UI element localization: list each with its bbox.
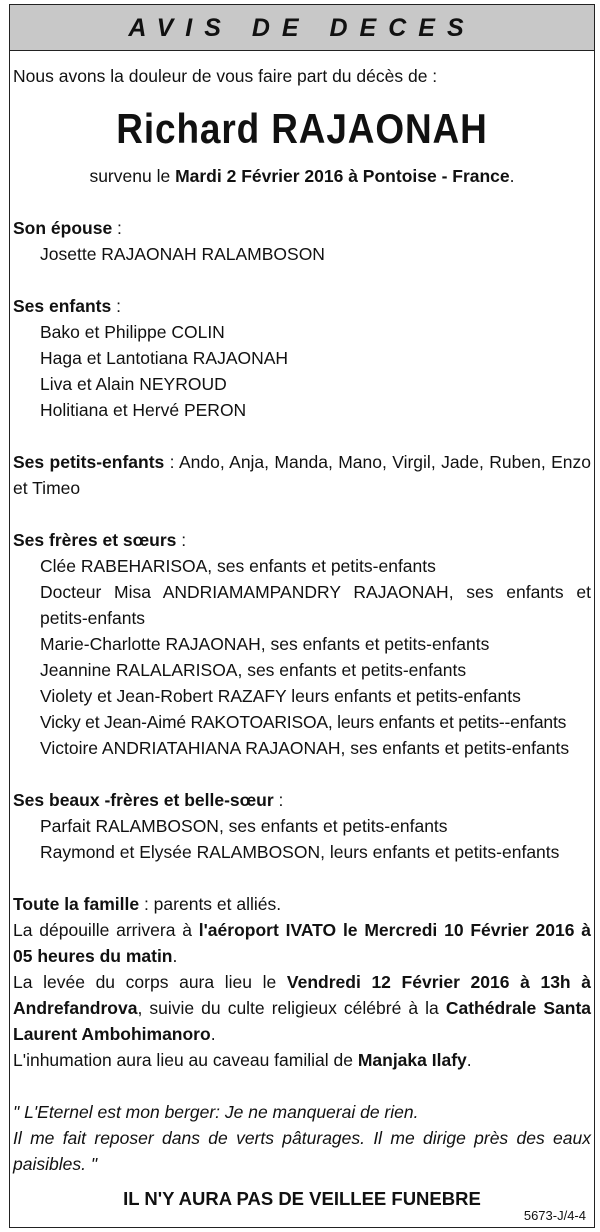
arrival-details: l'aéroport IVATO le Mercredi 10 Février 2016 à 05 heures du matin <box>13 920 591 966</box>
reference-code: 5673-J/4-4 <box>523 1208 586 1223</box>
ceremony-text: La levée du corps aura lieu le <box>13 972 287 992</box>
burial-end: . <box>466 1050 472 1070</box>
family-text: : parents et alliés. <box>139 894 282 914</box>
ceremony-text-2: , suivie du culte religieux célébré à la <box>137 998 446 1018</box>
siblings-section <box>13 527 591 761</box>
child-item: Haga et Lantotiana RAJAONAH <box>40 348 289 368</box>
sibling-item: Jeannine RALALARISOA, ses enfants et petits-enfants <box>40 660 467 680</box>
ceremony-end: . <box>210 1024 216 1044</box>
notice-body <box>13 63 591 1213</box>
death-prefix: survenu le <box>89 166 176 186</box>
burial-line <box>13 1047 591 1073</box>
sibling-item: Violety et Jean-Robert RAZAFY leurs enfants et petits-enfants <box>40 686 521 706</box>
siblings-heading <box>13 527 591 553</box>
family-title: Toute la famille <box>13 894 140 914</box>
death-details <box>13 163 591 189</box>
spouse-sep: : <box>112 218 122 238</box>
ceremony-date-place: Vendredi 12 Février 2016 à 13h à Andrefandrova <box>13 972 591 1018</box>
spouse-title: Son épouse <box>13 218 113 238</box>
spouse-item: Josette RAJAONAH RALAMBOSON <box>40 244 325 264</box>
notice-frame <box>9 4 595 1228</box>
in-laws-sep: : <box>273 790 284 810</box>
child-item: Bako et Philippe COLIN <box>40 322 225 342</box>
grandchildren-list: : Ando, Anja, Manda, Mano, Virgil, Jade, Ruben, Enzo et Timeo <box>13 452 592 498</box>
children-sep: : <box>111 296 121 316</box>
ceremony-line <box>13 969 591 1047</box>
sibling-item: Vicky et Jean-Aimé RAKOTOARISOA, leurs enfants et petits--enfants <box>40 712 567 732</box>
in-law-item: Raymond et Elysée RALAMBOSON, leurs enfants et petits-enfants <box>40 842 560 862</box>
intro-text: Nous avons la douleur de vous faire part du décès de : <box>13 66 438 86</box>
grandchildren-section <box>13 449 591 501</box>
children-section <box>13 293 591 423</box>
burial-place: Manjaka Ilafy <box>357 1050 467 1070</box>
family-line <box>13 891 591 917</box>
children-heading <box>13 293 591 319</box>
spouse-section <box>13 215 591 267</box>
arrangements-section <box>13 891 591 1073</box>
cathedral-name: Cathédrale Santa Laurent Ambohimanoro <box>13 998 591 1044</box>
sibling-item: Marie-Charlotte RAJAONAH, ses enfants et petits-enfants <box>40 634 490 654</box>
sibling-item: Clée RABEHARISOA, ses enfants et petits-enfants <box>40 556 436 576</box>
siblings-title: Ses frères et sœurs <box>13 530 177 550</box>
quote-line-2: Il me fait reposer dans de verts pâturages. Il me dirige près des eaux paisibles. " <box>13 1128 591 1174</box>
death-date-place: Mardi 2 Février 2016 à Pontoise - France <box>175 166 510 186</box>
arrival-text: La dépouille arrivera à <box>13 920 199 940</box>
in-laws-title: Ses beaux -frères et belle-sœur <box>13 790 274 810</box>
sibling-item: Victoire ANDRIATAHIANA RAJAONAH, ses enfants et petits-enfants <box>40 738 570 758</box>
grandchildren-title: Ses petits-enfants <box>13 452 165 472</box>
sibling-item: Docteur Misa ANDRIAMAMPANDRY RAJAONAH, ses enfants et petits-enfants <box>40 582 591 628</box>
burial-text: L'inhumation aura lieu au caveau familial de <box>13 1050 358 1070</box>
quote-section <box>13 1099 591 1177</box>
death-suffix: . <box>509 166 515 186</box>
in-laws-section <box>13 787 591 865</box>
in-laws-heading <box>13 787 591 813</box>
grandchildren-text <box>13 449 591 501</box>
notice-header: AVIS DE DECES <box>10 5 594 51</box>
no-wake-notice: IL N'Y AURA PAS DE VEILLEE FUNEBRE <box>123 1188 481 1209</box>
in-law-item: Parfait RALAMBOSON, ses enfants et petits-enfants <box>40 816 448 836</box>
arrival-end: . <box>172 946 178 966</box>
quote-line-1: " L'Eternel est mon berger: Je ne manquerai de rien. <box>13 1102 419 1122</box>
child-item: Liva et Alain NEYROUD <box>40 374 227 394</box>
siblings-sep: : <box>176 530 187 550</box>
spouse-heading <box>13 215 591 241</box>
children-title: Ses enfants <box>13 296 112 316</box>
arrival-line <box>13 917 591 969</box>
child-item: Holitiana et Hervé PERON <box>40 400 247 420</box>
deceased-name: Richard RAJAONAH <box>116 105 488 152</box>
